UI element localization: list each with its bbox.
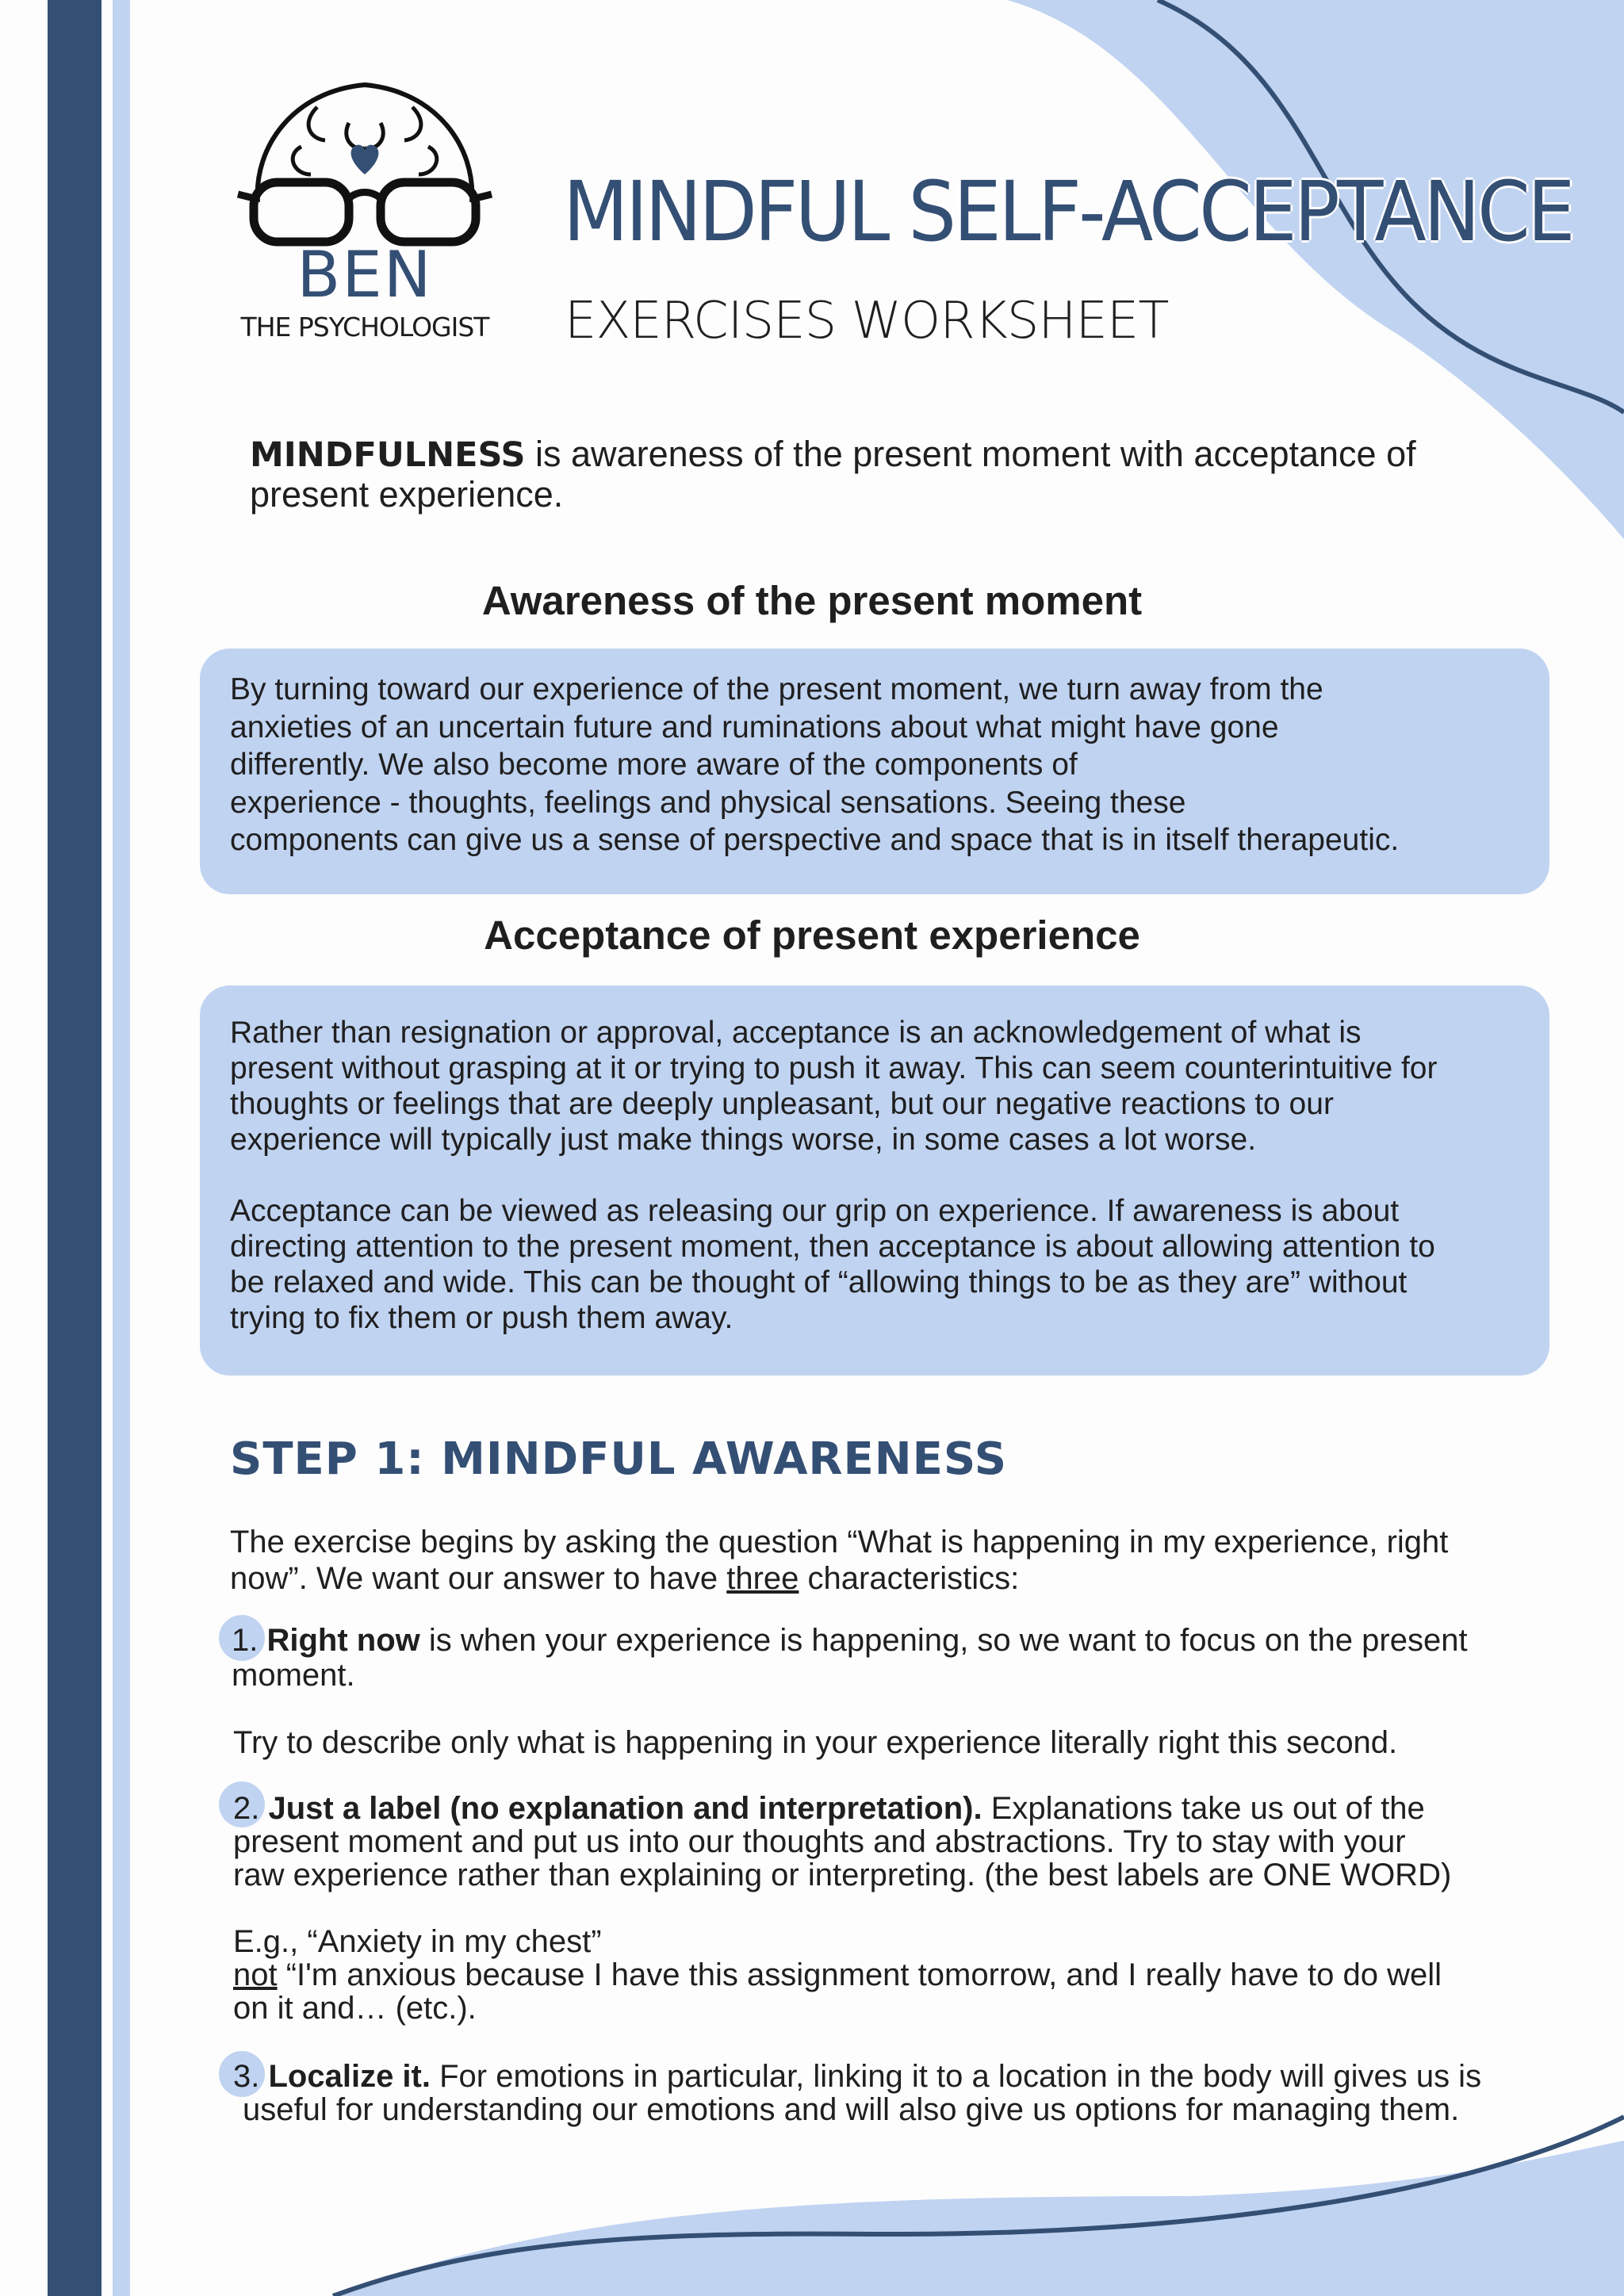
- logo-subtitle: THE PSYCHOLOGIST: [240, 312, 489, 342]
- mindfulness-definition: [250, 434, 1487, 515]
- acceptance-line: Acceptance can be viewed as releasing our grip on experience. If awareness is about: [230, 1194, 1400, 1228]
- awareness-line: anxieties of an uncertain future and ruminations about what might have gone: [230, 710, 1279, 744]
- left-light-stripe: [113, 0, 130, 2296]
- awareness-heading: Awareness of the present moment: [481, 578, 1143, 623]
- acceptance-panel: [200, 985, 1549, 1376]
- left-navy-stripe: [48, 0, 102, 2296]
- example-line: on it and… (etc.).: [233, 1991, 477, 2026]
- awareness-line: experience - thoughts, feelings and physical sensations. Seeing these: [230, 785, 1186, 820]
- acceptance-line: thoughts or feelings that are deeply unpleasant, but our negative reactions to our: [230, 1087, 1334, 1121]
- item-text-line: moment.: [232, 1658, 355, 1693]
- definition-text: is awareness of the present moment with acceptance of present experience.: [250, 434, 1416, 515]
- characteristic-1-tip: Try to describe only what is happening in your experience literally right this second.: [233, 1725, 1398, 1760]
- acceptance-line: experience will typically just make things worse, in some cases a lot worse.: [230, 1123, 1257, 1157]
- acceptance-line: trying to fix them or push them away.: [230, 1301, 733, 1335]
- item-bold-label: Just a label (no explanation and interpretation).: [268, 1791, 982, 1826]
- item-number: 3.: [233, 2059, 260, 2094]
- acceptance-paragraph-2: [230, 1193, 1518, 1336]
- item-number: 2.: [233, 1791, 260, 1826]
- characteristic-1: 1. Right now is when your experience is happening, so we want to focus on the present moment.: [232, 1623, 1532, 1693]
- page-subtitle: EXERCISES WORKSHEET: [565, 292, 1169, 350]
- definition-term: MINDFULNESS: [250, 435, 526, 475]
- acceptance-heading: Acceptance of present experience: [484, 913, 1140, 958]
- awareness-line: differently. We also become more aware of the components of: [230, 748, 1078, 782]
- example-line: E.g., “Anxiety in my chest”: [233, 1924, 602, 1959]
- characteristic-3: 3. Localize it. For emotions in particular, linking it to a location in the body will gives us is useful for understanding our emotions and will also give us options for managing them.: [233, 2060, 1581, 2126]
- step-1-intro-line: now”. We want our answer to have three characteristics:: [230, 1561, 1020, 1596]
- item-bold-label: Right now: [266, 1623, 420, 1658]
- acceptance-paragraph-1: [230, 1015, 1518, 1158]
- awareness-panel: [200, 649, 1549, 894]
- underlined-not: not: [233, 1957, 278, 1992]
- bottom-wave: [333, 2141, 1624, 2296]
- step-1-heading: STEP 1: MINDFUL AWARENESS: [230, 1433, 1008, 1485]
- awareness-line: By turning toward our experience of the present moment, we turn away from the: [230, 672, 1323, 706]
- acceptance-line: present without grasping at it or trying to push it away. This can seem counterintuitive for: [230, 1051, 1438, 1085]
- item-number: 1.: [232, 1623, 259, 1658]
- ben-the-psychologist-logo: [222, 75, 508, 353]
- brain-glasses-icon: [222, 75, 508, 250]
- awareness-line: components can give us a sense of perspective and space that is in itself therapeutic.: [230, 823, 1400, 857]
- acceptance-line: directing attention to the present moment, then acceptance is about allowing attention to: [230, 1230, 1435, 1264]
- acceptance-line: be relaxed and wide. This can be thought of “allowing things to be as they are” without: [230, 1265, 1408, 1299]
- item-text-line: useful for understanding our emotions and will also give us options for managing them.: [243, 2092, 1460, 2127]
- logo-name: BEN: [297, 238, 433, 312]
- characteristic-2: 2. Just a label (no explanation and interpretation). Explanations take us out of the present moment and put us into our thoughts and abstractions. Try to stay with your raw experience rather than explaining or interpreting. (the best labels are ONE WORD): [233, 1792, 1565, 1892]
- item-bold-label: Localize it.: [268, 2059, 431, 2094]
- step-1-intro-line: The exercise begins by asking the question “What is happening in my experience, right: [230, 1525, 1449, 1559]
- item-text-line: raw experience rather than explaining or interpreting. (the best labels are ONE WORD): [233, 1858, 1452, 1892]
- item-text-line: present moment and put us into our thoughts and abstractions. Try to stay with your: [233, 1824, 1406, 1859]
- page-title: MINDFUL SELF-ACCEPTANCE: [563, 163, 1572, 260]
- step-1-intro: [230, 1524, 1530, 1597]
- characteristic-2-example: E.g., “Anxiety in my chest” not “I'm anxious because I have this assignment tomorrow, and I really have to do well on it and… (etc.).: [233, 1925, 1565, 2025]
- underlined-three: three: [726, 1561, 799, 1596]
- acceptance-line: Rather than resignation or approval, acceptance is an acknowledgement of what is: [230, 1016, 1362, 1050]
